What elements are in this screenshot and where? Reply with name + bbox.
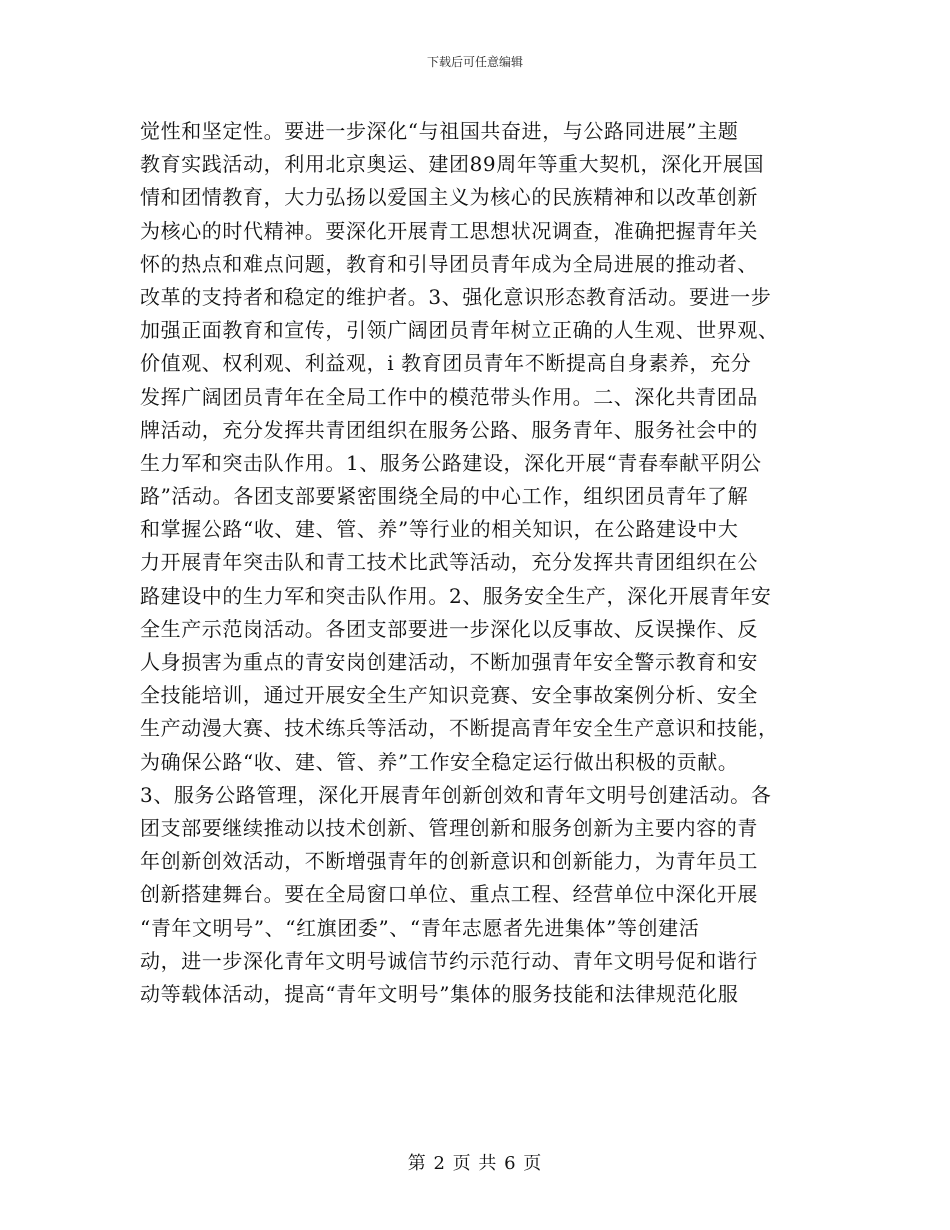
text-line: 价值观、权利观、利益观，i 教育团员青年不断提高自身素养，充分 — [140, 351, 752, 376]
text-line: 全生产示范岗活动。各团支部要进一步深化以反事故、反误操作、反 — [140, 616, 758, 641]
text-line: 人身损害为重点的青安岗创建活动，不断加强青年安全警示教育和安 — [140, 650, 758, 674]
text-line: 牌活动，充分发挥共青团组织在服务公路、服务青年、服务社会中的 — [140, 417, 758, 442]
text-line: 情和团情教育，大力弘扬以爱国主义为核心的民族精神和以改革创新 — [140, 185, 758, 210]
text-line: 路建设中的生力军和突击队作用。2、服务安全生产，深化开展青年安 — [140, 583, 772, 608]
text-line: “青年文明号”、“红旗团委”、“青年志愿者先进集体”等创建活 — [140, 915, 700, 940]
text-line: 年创新创效活动，不断增强青年的创新意识和创新能力，为青年员工 — [140, 849, 758, 874]
text-line: 创新搭建舞台。要在全局窗口单位、重点工程、经营单位中深化开展 — [140, 882, 758, 907]
text-line: 生产动漫大赛、技术练兵等活动，不断提高青年安全生产意识和技能， — [140, 716, 779, 741]
text-line: 动等载体活动，提高“青年文明号”集体的服务技能和法律规范化服 — [140, 981, 739, 1006]
text-line: 路”活动。各团支部要紧密围绕全局的中心工作，组织团员青年了解 — [140, 484, 749, 509]
text-line: 3、服务公路管理，深化开展青年创新创效和青年文明号创建活动。各 — [140, 782, 772, 807]
page-number-footer: 第 2 页 共 6 页 — [407, 1153, 543, 1174]
text-line: 生力军和突击队作用。1、服务公路建设，深化开展“青春奉献平阴公 — [140, 450, 762, 475]
text-line: 全技能培训，通过开展安全生产知识竞赛、安全事故案例分析、安全 — [140, 683, 758, 708]
text-line: 动，进一步深化青年文明号诚信节约示范行动、青年文明号促和谐行 — [140, 948, 758, 973]
text-line: 怀的热点和难点问题，教育和引导团员青年成为全局进展的推动者、 — [140, 251, 758, 276]
text-line: 为确保公路“收、建、管、养”工作安全稳定运行做出积极的贡献。 — [140, 749, 739, 774]
text-line: 团支部要继续推动以技术创新、管理创新和服务创新为主要内容的青 — [140, 815, 758, 840]
text-line: 加强正面教育和宣传，引领广阔团员青年树立正确的人生观、世界观、 — [140, 318, 779, 343]
text-line: 觉性和坚定性。要进一步深化“与祖国共奋进，与公路同进展”主题 — [140, 119, 739, 143]
body-text — [140, 115, 812, 1011]
text-line: 教育实践活动，利用北京奥运、建团89周年等重大契机，深化开展国 — [140, 152, 765, 177]
page-header: 下载后可任意编辑 — [426, 55, 523, 69]
text-line: 发挥广阔团员青年在全局工作中的模范带头作用。二、深化共青团品 — [140, 384, 758, 409]
text-line: 和掌握公路“收、建、管、养”等行业的相关知识，在公路建设中大 — [140, 517, 739, 542]
text-line: 改革的支持者和稳定的维护者。3、强化意识形态教育活动。要进一步 — [140, 284, 772, 309]
text-line: 力开展青年突击队和青工技术比武等活动，充分发挥共青团组织在公 — [140, 550, 758, 575]
text-line: 为核心的时代精神。要深化开展青工思想状况调查，准确把握青年关 — [140, 218, 758, 243]
